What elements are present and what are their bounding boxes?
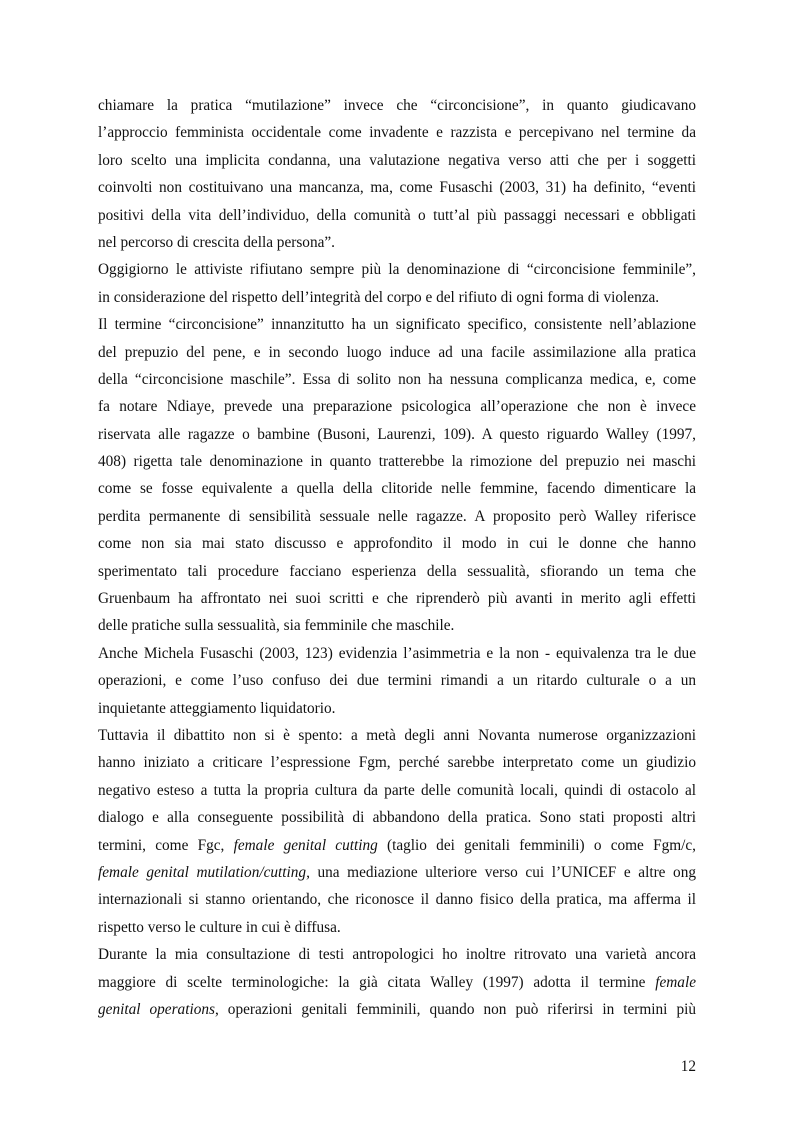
text-line-25: hanno iniziato a criticare l’espressione Fgm, perché sarebbe interpretato come un giudizio xyxy=(98,754,696,772)
text-line-7: Oggigiorno le attiviste rifiutano sempre più la denominazione di “circoncisione femminile”, xyxy=(98,261,696,279)
text-line-9: Il termine “circoncisione” innanzitutto ha un significato specifico, consistente nell’ablazione xyxy=(98,316,696,334)
text-line-22: operazioni, e come l’uso confuso dei due termini rimandi a un ritardo culturale o a un xyxy=(98,672,696,690)
text-line-28 xyxy=(98,832,696,859)
text-line-6: nel percorso di crescita della persona”. xyxy=(98,233,335,251)
text-line-29 xyxy=(98,859,696,886)
text-line-2: l’approccio femminista occidentale come invadente e razzista e percepivano nel termine da xyxy=(98,124,696,142)
text-line-13: riservata alle ragazze o bambine (Busoni, Laurenzi, 109). A questo riguardo Walley (1997, xyxy=(98,425,696,443)
text-line-20: delle pratiche sulla sessualità, sia femminile che maschile. xyxy=(98,617,455,635)
text-line-15: come se fosse equivalente a quella della clitoride nelle femmine, facendo dimenticare la xyxy=(98,480,696,498)
text-line-26: negativo esteso a tutta la propria cultura da parte delle comunità locali, quindi di ostacolo al xyxy=(98,781,696,799)
text-line-4: coinvolti non costituivano una mancanza, ma, come Fusaschi (2003, 31) ha definito, “eventi xyxy=(98,179,696,197)
text-run: una mediazione ulteriore verso cui l’UNICEF e altre ong xyxy=(309,863,696,881)
text-run: (taglio dei genitali femminili) o come Fgm/c, xyxy=(377,836,696,854)
text-line-12: fa notare Ndiaye, prevede una preparazione psicologica all’operazione che non è invece xyxy=(98,398,696,416)
text-run: termini, come Fgc, xyxy=(98,836,234,854)
text-line-32: Durante la mia consultazione di testi antropologici ho inoltre ritrovato una varietà ancora xyxy=(98,946,696,964)
text-line-19: Gruenbaum ha affrontato nei suoi scritti e che riprenderò più avanti in merito agli effetti xyxy=(98,590,696,608)
text-line-3: loro scelto una implicita condanna, una valutazione negativa verso atti che per i soggetti xyxy=(98,151,696,169)
italic-term: female genital mutilation/cutting, xyxy=(98,863,310,881)
text-line-1: chiamare la pratica “mutilazione” invece che “circoncisione”, in quanto giudicavano xyxy=(98,97,696,114)
text-line-17: come non sia mai stato discusso e approfondito il modo in cui le donne che hanno xyxy=(98,535,696,553)
text-line-30: internazionali si stanno orientando, che riconosce il danno fisico della pratica, ma afferma il xyxy=(98,891,696,909)
text-line-14: 408) rigetta tale denominazione in quanto tratterebbe la rimozione del prepuzio nei maschi xyxy=(98,453,696,471)
text-line-16: perdita permanente di sensibilità sessuale nelle ragazze. A proposito però Walley riferisce xyxy=(98,507,696,525)
italic-term: female xyxy=(655,973,696,991)
text-run: maggiore di scelte terminologiche: la già citata Walley (1997) adotta il termine xyxy=(98,973,656,991)
text-line-11: della “circoncisione maschile”. Essa di solito non ha nessuna complicanza medica, e, come xyxy=(98,370,696,388)
italic-term: female genital cutting xyxy=(233,836,378,854)
text-line-27: dialogo e alla conseguente possibilità di abbandono della pratica. Sono stati proposti altri xyxy=(98,809,696,827)
text-line-24: Tuttavia il dibattito non si è spento: a metà degli anni Novanta numerose organizzazioni xyxy=(98,726,696,744)
text-run: , operazioni genitali femminili, quando non può riferirsi in termini più xyxy=(214,1000,696,1018)
text-line-10: del prepuzio del pene, e in secondo luogo induce ad una facile assimilazione alla pratica xyxy=(98,343,696,361)
page-number: 12 xyxy=(680,1058,696,1075)
text-line-21: Anche Michela Fusaschi (2003, 123) evidenzia l’asimmetria e la non - equivalenza tra le due xyxy=(98,644,696,662)
text-line-5: positivi della vita dell’individuo, della comunità o tutt’al più passaggi necessari e obbligati xyxy=(98,206,696,224)
text-line-31: rispetto verso le culture in cui è diffusa. xyxy=(98,918,341,936)
italic-term: genital operations xyxy=(98,1000,215,1018)
text-line-33 xyxy=(98,969,696,996)
text-line-34 xyxy=(98,996,696,1023)
text-line-8: in considerazione del rispetto dell’integrità del corpo e del rifiuto di ogni forma di violenza. xyxy=(98,288,660,306)
text-line-23: inquietante atteggiamento liquidatorio. xyxy=(98,699,336,717)
text-lines xyxy=(98,92,696,832)
text-line-18: sperimentato tali procedure facciano esperienza della sessualità, sfiorando un tema che xyxy=(98,562,696,580)
body-text xyxy=(98,92,696,1023)
